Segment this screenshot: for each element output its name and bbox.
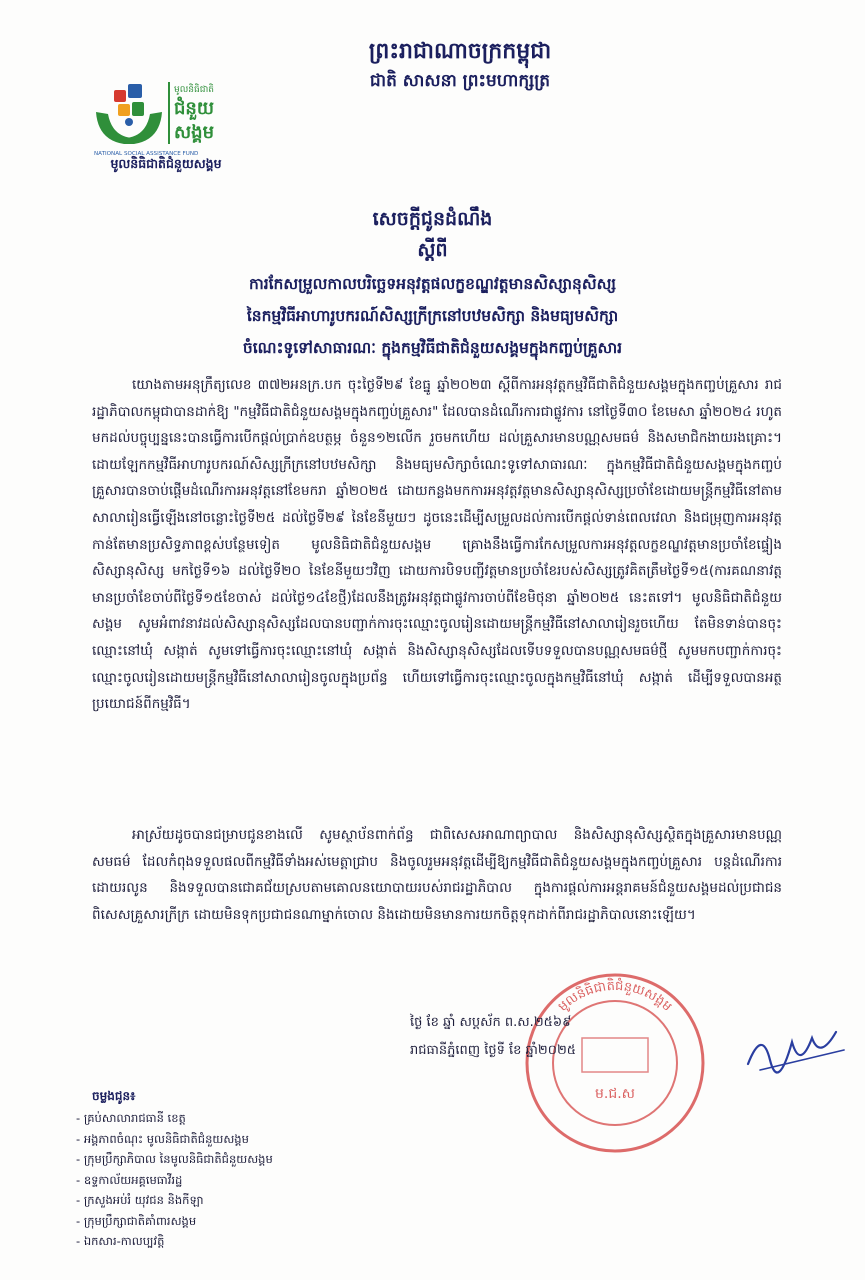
- national-motto: ជាតិ សាសនា ព្រះមហាក្សត្រ: [369, 71, 551, 91]
- kingdom-heading: ព្រះរាជាណាចក្រកម្ពុជា: [368, 38, 552, 64]
- organization-name: មូលនិធិជាតិជំនួយសង្គម: [110, 156, 222, 171]
- logo-divider: [168, 82, 170, 144]
- logo-text-line2: ជំនួយ: [174, 98, 214, 119]
- document-type: សេចក្តីជូនដំណឹង: [372, 208, 493, 230]
- logo-red-block: [114, 90, 126, 102]
- lunar-date: ថ្ងៃ ខែ ឆ្នាំ សប្តស័ក ព.ស.២៥៦៩: [410, 1015, 572, 1030]
- subject-title: [40, 268, 825, 364]
- recipients-list: [76, 1108, 396, 1252]
- logo-right-hand: [126, 112, 162, 144]
- logo-text-en: NATIONAL SOCIAL ASSISTANCE FUND: [94, 151, 199, 157]
- recipient-item: - គ្រប់សាលារាជធានី ខេត្ត: [76, 1108, 396, 1129]
- stamp-center-text: ម.ជ.ស: [594, 1086, 636, 1102]
- place-and-date: រាជធានីភ្នំពេញ ថ្ងៃទី ខែ ឆ្នាំ២០២៥: [410, 1043, 577, 1058]
- paragraph-1-text: យោងតាមអនុក្រឹត្យលេខ ៣៧២អនក្រ.បក ចុះថ្ងៃទី២៩ ខែធ្នូ ឆ្នាំ២០២៣ ស្តីពីការអនុវត្តកម្មវិធីជាតិជំនួយសង្គមក្នុងកញ្ចប់គ្រួសារ រាជរដ្ឋាភិបាលកម្ពុជាបានដាក់ឱ្យ "កម្មវិធីជាតិជំនួយសង្គមក្នុងកញ្ចប់គ្រួសារ" ដែលបានដំណើរការជាផ្លូវការ នៅថ្ងៃទី៣០ ខែមេសា ឆ្នាំ២០២៤ រហូតមកដល់បច្ចុប្បន្ននេះបានធ្វើការបើកផ្តល់ប្រាក់ឧបត្ថម្ភ ចំនួន១២លើក រួចមកហើយ ដល់គ្រួសារមានបណ្ណសមធម៌ និងសមាជិកងាយរងគ្រោះ។ ដោយឡែកកម្មវិធីអាហារូបករណ៍សិស្សក្រីក្រនៅបឋមសិក្សា និងមធ្យមសិក្សាចំណេះទូទៅសាធារណៈ ក្នុងកម្មវិធីជាតិជំនួយសង្គមក្នុងកញ្ចប់គ្រួសារបានចាប់ផ្តើមដំណើរការអនុវត្តនៅខែមករា ឆ្នាំ២០២៥ ដោយកន្លងមកការអនុវត្តវត្តមានសិស្សានុសិស្សប្រចាំខែដោយមន្ត្រីកម្មវិធីនៅតាមសាលារៀនធ្វើឡើងនៅចន្លោះថ្ងៃទី២៥ ដល់ថ្ងៃទី២៩ នៃខែនីមួយៗ ដូចនេះដើម្បីសម្រួលដល់ការបើកផ្តល់ទាន់ពេលវេលា និងជម្រុញការអនុវត្តកាន់តែមានប្រសិទ្ធភាពខ្ពស់បន្ថែមទៀត មូលនិធិជាតិជំនួយសង្គម គ្រោងនឹងធ្វើការកែសម្រួលការអនុវត្តលក្ខខណ្ឌវត្តមានប្រចាំខែផ្ទៀងសិស្សានុសិស្ស មកថ្ងៃទី១៦ ដល់ថ្ងៃទី២០ នៃខែនីមួយៗវិញ ដោយការបិទបញ្ជីវត្តមានប្រចាំខែរបស់សិស្សត្រូវគិតត្រឹមថ្ងៃទី១៥(ការគណនាវត្តមានប្រចាំខែចាប់ពីថ្ងៃទី១៥ខែចាស់ ដល់ថ្ងៃ១៤ខែថ្មី)ដែលនឹងត្រូវអនុវត្តជាផ្លូវការចាប់ពីខែមិថុនា ឆ្នាំ២០២៥ នេះតទៅ។ មូលនិធិជាតិជំនួយសង្គម សូមអំពាវនាវដល់សិស្សានុសិស្សដែលបានបញ្ជាក់ការចុះឈ្មោះចូលរៀនដោយមន្ត្រីកម្មវិធីនៅសាលារៀនរួចហើយ តែមិនទាន់បានចុះឈ្មោះនៅឃុំ សង្កាត់ សូមទៅធ្វើការចុះឈ្មោះនៅឃុំ សង្កាត់ និងសិស្សានុសិស្សដែលទើបទទួលបានបណ្ណសមធម៌ថ្មី សូមមកបញ្ជាក់ការចុះឈ្មោះចូលរៀនដោយមន្ត្រីកម្មវិធីនៅសាលារៀនចូលក្នុងប្រព័ន្ធ ហើយទៅធ្វើការចុះឈ្មោះចូលក្នុងកម្មវិធីនៅឃុំ សង្កាត់ ដើម្បីទទួលបានអត្ថប្រយោជន៍ពីកម្មវិធី។: [92, 377, 782, 713]
- logo-text-line3: សង្គម: [174, 122, 214, 143]
- recipient-item: - ឯកសារ-កាលប្បវត្តិ: [76, 1231, 396, 1252]
- logo-dot: [125, 118, 133, 126]
- logo-text-line1: មូលនិធិជាតិ: [174, 85, 214, 95]
- recipient-item: - អង្គភាពចំណុះ មូលនិធិជាតិជំនួយសង្គម: [76, 1129, 396, 1150]
- subject-line-2: នៃកម្មវិធីអាហារូបករណ៍សិស្សក្រីក្រនៅបឋមសិក្សា និងមធ្យមសិក្សា: [246, 307, 619, 325]
- logo-orange-block: [118, 104, 130, 116]
- nsaf-logo: [90, 78, 240, 158]
- subject-label: ស្តីពី: [417, 239, 448, 261]
- paragraph-2-text: អាស្រ័យដូចបានជម្រាបជូនខាងលើ សូមស្ថាប័នពាក់ព័ន្ធ ជាពិសេសអាណាព្យាបាល និងសិស្សានុសិស្សស្ថិតក្នុងគ្រួសារមានបណ្ណសមធម៌ ដែលកំពុងទទួលផលពីកម្មវិធីទាំងអស់មេត្តាជ្រាប និងចូលរួមអនុវត្តដើម្បីឱ្យកម្មវិធីជាតិជំនួយសង្គមក្នុងកញ្ចប់គ្រួសារ បន្តដំណើរការដោយរលូន និងទទួលបានជោគជ័យស្របតាមគោលនយោបាយរបស់រាជរដ្ឋាភិបាល ក្នុងការផ្តល់ការអន្តរាគមន៍ជំនួយសង្គមដល់ប្រជាជន ពិសេសគ្រួសារក្រីក្រ ដោយមិនទុកប្រជាជនណាម្នាក់ចោល និងដោយមិនមានការយកចិត្តទុកដាក់ពីរាជរដ្ឋាភិបាលនោះឡើយ។: [92, 827, 782, 923]
- stamp-ring-text: មូលនិធិជាតិជំនួយសង្គម: [555, 978, 675, 1015]
- recipients-title: ចម្លងជូន៖: [92, 1089, 136, 1103]
- body-paragraph-2: [92, 822, 782, 928]
- subject-line-1: ការកែសម្រួលកាលបរិច្ឆេទអនុវត្តផលក្ខខណ្ឌវត្តមានសិស្សានុសិស្ស: [248, 275, 617, 293]
- recipient-item: - ឧទ្ទកាល័យអគ្គមេធាវីរដ្ឋ: [76, 1170, 396, 1191]
- logo-blue-block: [128, 84, 142, 98]
- recipient-item: - ក្រសួងអប់រំ យុវជន និងកីឡា: [76, 1190, 396, 1211]
- recipient-item: - ក្រុមប្រឹក្សាភិបាល នៃមូលនិធិជាតិជំនួយសង្គម: [76, 1149, 396, 1170]
- body-paragraph-1: [92, 372, 782, 718]
- logo-green-block: [132, 102, 144, 116]
- official-stamp: [520, 968, 710, 1158]
- recipient-item: - ក្រុមប្រឹក្សាជាតិគាំពារសង្គម: [76, 1211, 396, 1232]
- subject-line-3: ចំណេះទូទៅសាធារណៈ ក្នុងកម្មវិធីជាតិជំនួយសង្គមក្នុងកញ្ចប់គ្រួសារ: [242, 339, 623, 357]
